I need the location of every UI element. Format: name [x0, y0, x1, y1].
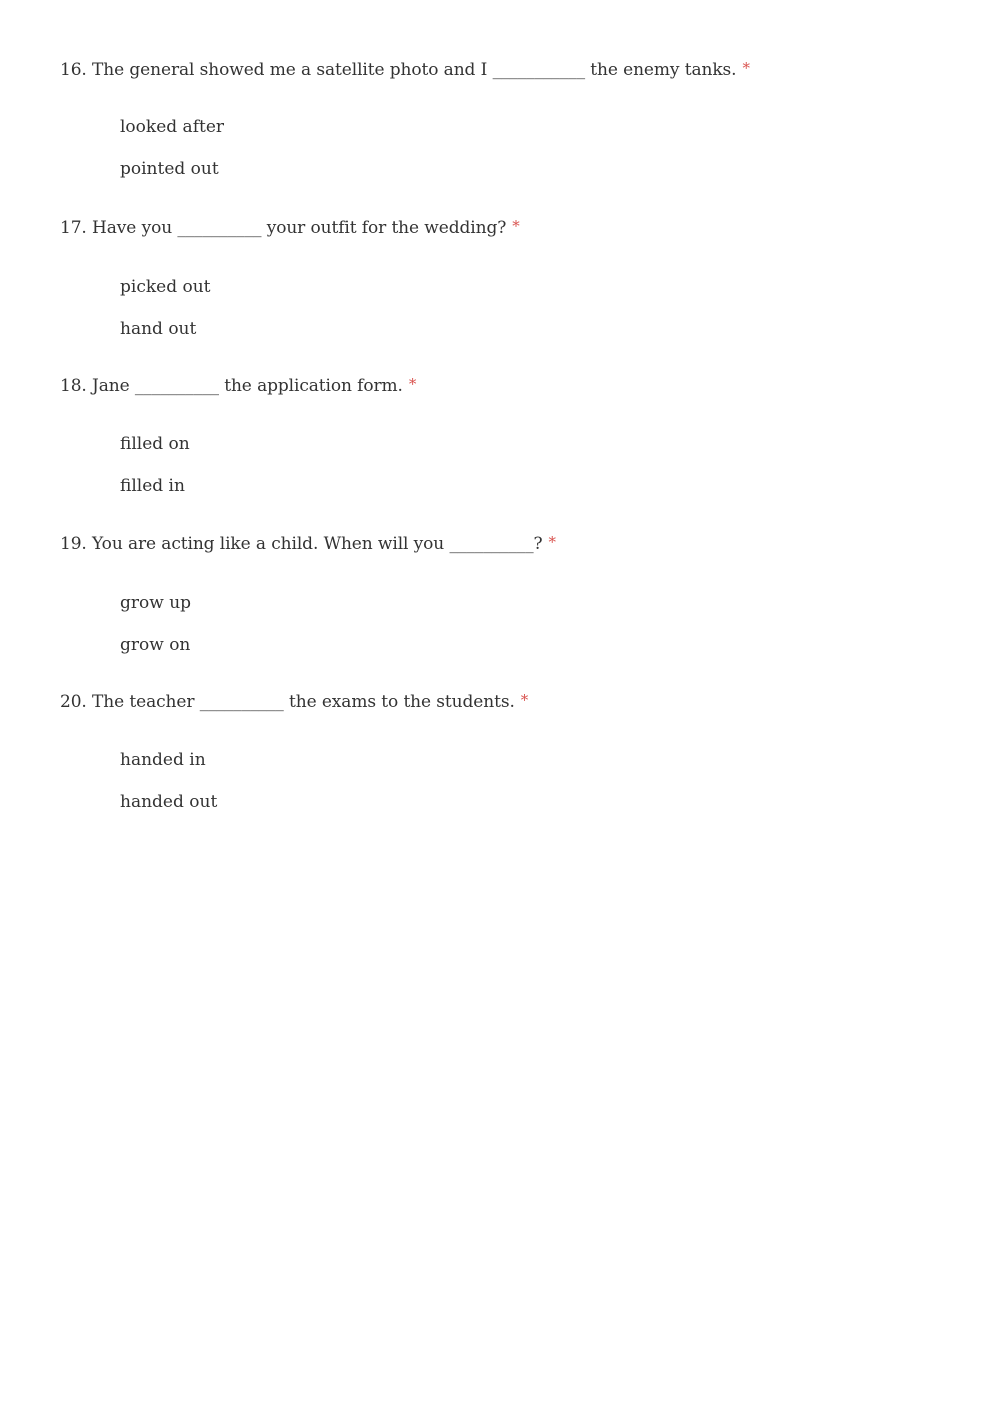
- option-grow-up[interactable]: grow up: [120, 593, 192, 613]
- answer-blank: __________: [199, 692, 284, 712]
- option-looked-after[interactable]: looked after: [120, 117, 225, 137]
- answer-blank: __________: [134, 376, 219, 396]
- question-text: [60, 690, 960, 714]
- answer-blank: __________: [177, 218, 262, 238]
- option-list: [120, 748, 960, 814]
- option-picked-out[interactable]: picked out: [120, 277, 211, 297]
- question-16: [60, 58, 960, 199]
- required-asterisk: *: [520, 691, 529, 709]
- question-suffix: ?: [533, 534, 543, 554]
- question-prefix: 20. The teacher: [60, 692, 200, 712]
- question-prefix: 17. Have you: [60, 218, 178, 238]
- question-20: [60, 690, 960, 832]
- required-asterisk: *: [512, 217, 520, 235]
- option-grow-on[interactable]: grow on: [120, 635, 191, 655]
- option-list: [120, 275, 960, 341]
- question-suffix: the application form.: [218, 376, 403, 396]
- option-filled-on[interactable]: filled on: [120, 434, 190, 454]
- answer-blank: ___________: [492, 60, 585, 80]
- required-asterisk: *: [548, 533, 556, 551]
- question-text: [60, 216, 960, 240]
- option-hand-out[interactable]: hand out: [120, 319, 197, 339]
- question-suffix: the exams to the students.: [283, 692, 515, 712]
- question-text: [60, 532, 960, 556]
- option-pointed-out[interactable]: pointed out: [120, 159, 219, 179]
- question-18: [60, 374, 960, 516]
- option-list: [120, 432, 960, 498]
- question-suffix: your outfit for the wedding?: [261, 218, 507, 238]
- option-handed-in[interactable]: handed in: [120, 750, 206, 770]
- required-asterisk: *: [742, 59, 750, 77]
- question-prefix: 16. The general showed me a satellite photo and I: [60, 60, 493, 80]
- option-list: [120, 115, 960, 181]
- question-prefix: 19. You are acting like a child. When will you: [60, 534, 450, 554]
- question-text: [60, 374, 960, 398]
- question-17: [60, 216, 960, 359]
- question-19: [60, 532, 960, 675]
- answer-blank: __________: [449, 534, 534, 554]
- question-suffix: the enemy tanks.: [584, 60, 737, 80]
- option-filled-in[interactable]: filled in: [120, 476, 185, 496]
- option-list: [120, 591, 960, 657]
- required-asterisk: *: [408, 375, 417, 393]
- option-handed-out[interactable]: handed out: [120, 792, 218, 812]
- question-prefix: 18. Jane: [60, 376, 135, 396]
- question-text: [60, 58, 960, 82]
